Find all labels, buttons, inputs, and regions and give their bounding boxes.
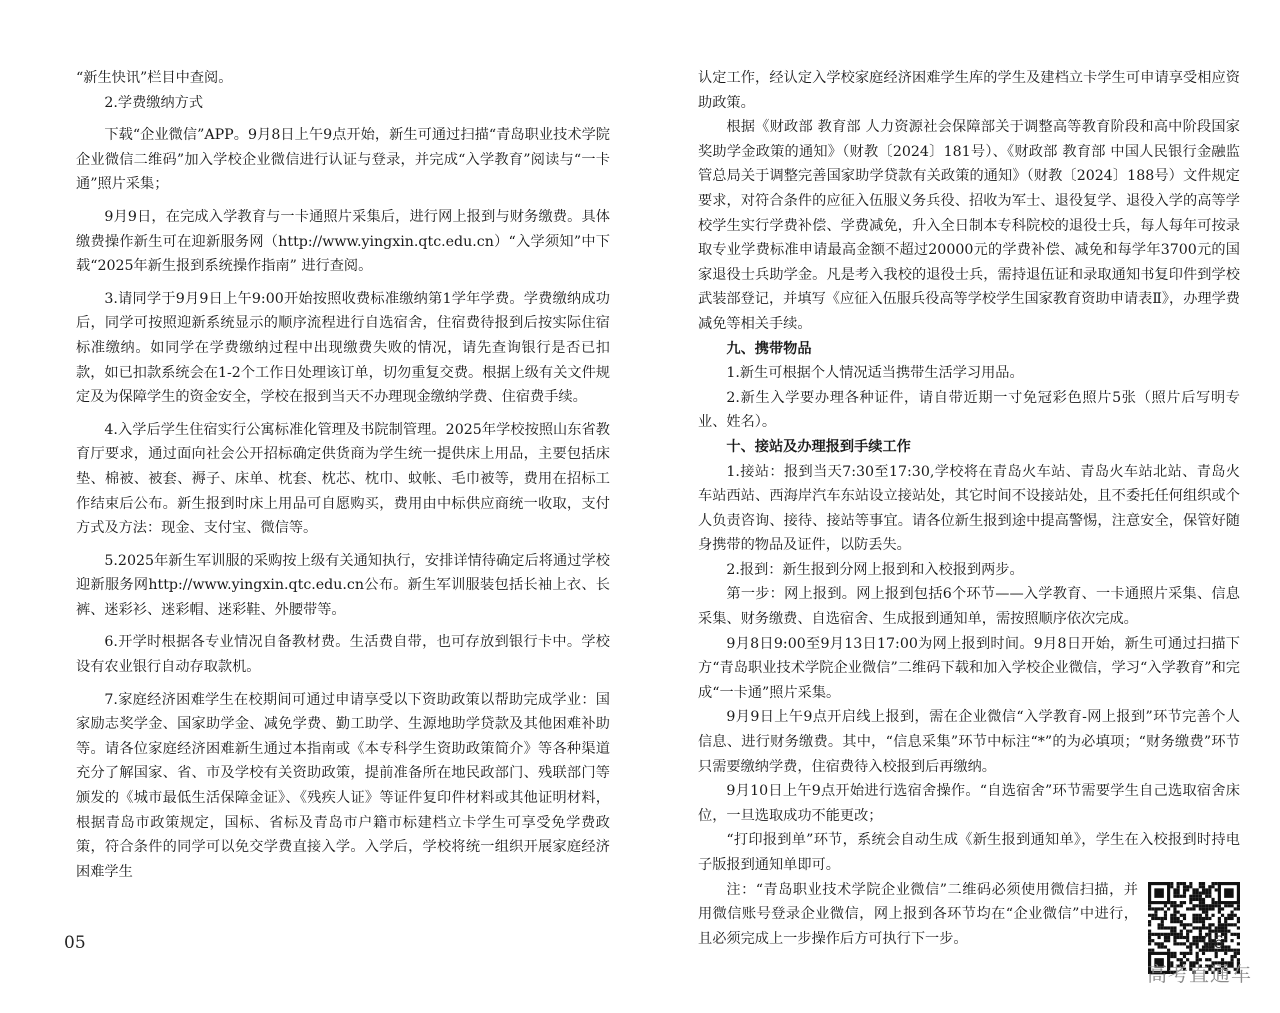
right-page xyxy=(640,0,1280,1013)
paragraph: 9月9日，在完成入学教育与一卡通照片采集后，进行网上报到与财务缴费。具体缴费操作新生可在迎新服务网（http://www.yingxin.qtc.edu.cn）“入学须知”中下载“2025年新生报到系统操作指南” 进行查阅。 xyxy=(76,208,610,275)
paragraph: 6.开学时根据各专业情况自备教材费。生活费自带，也可存放到银行卡中。学校设有农业银行自动存取款机。 xyxy=(76,634,610,676)
paragraph: 4.入学后学生住宿实行公寓标准化管理及书院制管理。2025年学校按照山东省教育厅要求，通过面向社会公开招标确定供货商为学生统一提供床上用品，主要包括床垫、棉被、被套、褥子、床单、枕套、枕芯、枕巾、蚊帐、毛巾被等，费用在招标工作结束后公布。新生报到时床上用品可自愿购买，费用由中标供应商统一收取，支付方式及方法：现金、支付宝、微信等。 xyxy=(76,421,610,537)
section-heading: 十、接站及办理报到手续工作 xyxy=(726,438,911,455)
paragraph: 5.2025年新生军训服的采购按上级有关通知执行，安排详情待确定后将通过学校迎新服务网http://www.yingxin.qtc.edu.cn公布。新生军训服装包括长袖上衣、长裤、迷彩衫、迷彩帽、迷彩鞋、外腰带等。 xyxy=(76,552,610,618)
paragraph: 下载“企业微信”APP。9月8日上午9点开始，新生可通过扫描“青岛职业技术学院企业微信二维码”加入学校企业微信进行认证与登录，并完成“入学教育”阅读与“一卡通”照片采集； xyxy=(76,127,610,193)
paragraph: 1.接站：报到当天7:30至17:30,学校将在青岛火车站、青岛火车站北站、青岛火车站西站、西海岸汽车东站设立接站处，其它时间不设接站处，且不委托任何组织或个人负责咨询、接待、接站等事宜。请各位新生报到途中提高警惕，注意安全，保管好随身携带的物品及证件，以防丢失。 xyxy=(698,463,1240,554)
paragraph: 9月10日上午9点开始进行选宿舍操作。“自选宿舍”环节需要学生自己选取宿舍床位，一旦选取成功不能更改； xyxy=(698,783,1240,824)
paragraph: 认定工作，经认定入学校家庭经济困难学生库的学生及建档立卡学生可申请享受相应资助政策。 xyxy=(698,70,1240,111)
right-page-content xyxy=(698,66,1240,878)
paragraph: 9月8日9:00至9月13日17:00为网上报到时间。9月8日开始，新生可通过扫描下方“青岛职业技术学院企业微信”二维码下载和加入学校企业微信，学习“入学教育”和完成“一卡通”照片采集。 xyxy=(698,635,1240,701)
left-page-content xyxy=(76,66,610,884)
paragraph: 9月9日上午9点开启线上报到，需在企业微信“入学教育-网上报到”环节完善个人信息、进行财务缴费。其中，“信息采集”环节中标注“*”的为必填项；“财务缴费”环节只需要缴纳学费，住宿费待入校报到后再缴纳。 xyxy=(698,709,1240,775)
left-page-number: 05 xyxy=(64,933,86,953)
paragraph: 3.请同学于9月9日上午9:00开始按照收费标准缴纳第1学年学费。学费缴纳成功后，同学可按照迎新系统显示的顺序流程进行自选宿舍，住宿费待报到后按实际住宿标准缴纳。如同学在学费缴纳过程中出现缴费失败的情况，请先查询银行是否已扣款，如已扣款系统会在1-2个工作日处理该订单，切勿重复交费。根据上级有关文件规定及为保障学生的资金安全，学校在报到当天不办理现金缴纳学费、住宿费手续。 xyxy=(76,290,610,406)
paragraph: 第一步：网上报到。网上报到包括6个环节——入学教育、一卡通照片采集、信息采集、财务缴费、自选宿舍、生成报到通知单，需按照顺序依次完成。 xyxy=(698,586,1240,628)
qr-note xyxy=(698,878,1138,952)
note-paragraph: 注：“青岛职业技术学院企业微信”二维码必须使用微信扫描，并用微信账号登录企业微信，网上报到各环节均在“企业微信”中进行，且必须完成上一步操作后方可执行下一步。 xyxy=(698,881,1138,947)
watermark: 高考直通车 xyxy=(1147,962,1252,986)
paragraph: 1.新生可根据个人情况适当携带生活学习用品。 xyxy=(726,365,1024,382)
paragraph: 2.新生入学要办理各种证件，请自带近期一寸免冠彩色照片5张（照片后写明专业、姓名）。 xyxy=(698,389,1240,431)
paragraph: “新生快讯”栏目中查阅。 xyxy=(76,70,233,86)
paragraph: “打印报到单”环节，系统会自动生成《新生报到通知单》，学生在入校报到时持电子版报到通知单即可。 xyxy=(698,832,1240,873)
paragraph: 根据《财政部 教育部 人力资源社会保障部关于调整高等教育阶段和高中阶段国家奖助学金政策的通知》（财教〔2024〕181号）、《财政部 教育部 中国人民银行金融监管总局关于调整完善国家助学贷款有关政策的通知》（财教〔2024〕188号）文件规定要求，对符合条件的应征入伍服义务兵役、招收为军士、退役复学、退役入学的高等学校学生实行学费补偿、学费减免，升入全日制本专科院校的退役士兵，每人每年可按录取专业学费标准申请最高金额不超过20000元的学费补偿、减免和每学年3700元的国家退役士兵助学金。凡是考入我校的退役士兵，需持退伍证和录取通知书复印件到学校武装部登记，并填写《应征入伍服兵役高等学校学生国家教育资助申请表Ⅱ》，办理学费减免等相关手续。 xyxy=(698,119,1240,332)
right-page-number: 06 xyxy=(1202,933,1224,953)
paragraph: 7.家庭经济困难学生在校期间可通过申请享受以下资助政策以帮助完成学业：国家励志奖学金、国家助学金、减免学费、勤工助学、生源地助学贷款及其他困难补助等。请各位家庭经济困难新生通过本指南或《本专科学生资助政策简介》等各种渠道充分了解国家、省、市及学校有关资助政策，提前准备所在地民政部门、残联部门等颁发的《城市最低生活保障金证》、《残疾人证》等证件复印件材料或其他证明材料，根据青岛市政策规定，国标、省标及青岛市户籍市标建档立卡学生可享受免学费政策，符合条件的同学可以免交学费直接入学。入学后，学校将统一组织开展家庭经济困难学生 xyxy=(76,691,610,880)
paragraph: 2.报到：新生报到分网上报到和入校报到两步。 xyxy=(726,561,1024,578)
section-heading: 九、携带物品 xyxy=(726,340,812,357)
paragraph: 2.学费缴纳方式 xyxy=(104,94,204,111)
